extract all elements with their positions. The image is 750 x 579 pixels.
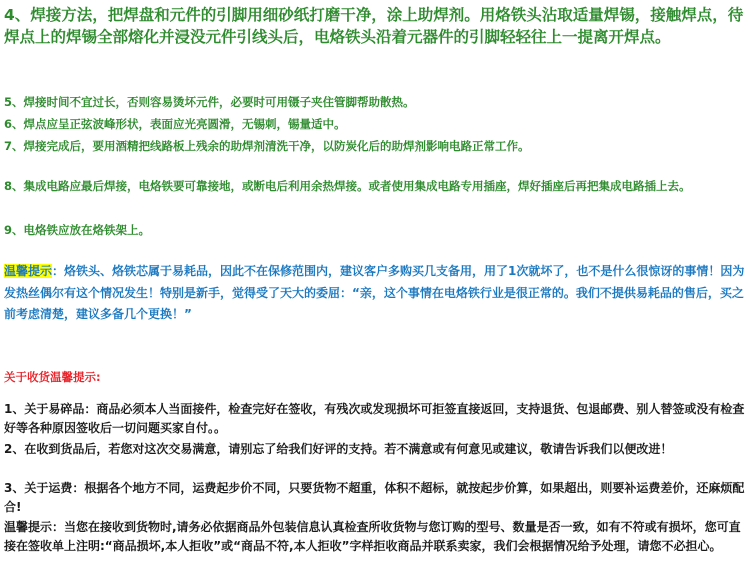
receipt-item-2: 2、在收到货品后，若您对这次交易满意，请别忘了给我们好评的支持。若不满意或有何意见或建议，敬请告诉我们以便改进！ xyxy=(4,442,673,456)
step-7-paragraph: 7、焊接完成后，要用酒精把线路板上残余的助焊剂清洗干净，以防炭化后的助焊剂影响电路正常工作。 xyxy=(4,139,530,153)
receipt-heading: 关于收货温馨提示: xyxy=(4,370,101,384)
receipt-item-1: 1、关于易碎品：商品必须本人当面接件，检查完好在签收，有残次或发现损坏可拒签直接返回，支持退货、包退邮费、别人替签或没有检查好等各种原因签收后一切问题买家自付。。 xyxy=(4,402,745,435)
step-8-paragraph: 8、集成电路应最后焊接，电烙铁要可靠接地，或断电后利用余热焊接。或者使用集成电路专用插座，焊好插座后再把集成电路插上去。 xyxy=(4,179,691,193)
receipt-tip: 温馨提示：当您在接收到货物时,请务必依据商品外包装信息认真检查所收货物与您订购的型号、数量是否一致，如有不符或有损坏，您可直接在签收单上注明:“商品损坏,本人拒收”或“商品不符,本人拒收”字样拒收商品并联系卖家，我们会根据情况给予处理，请您不必担心。 xyxy=(4,520,741,553)
consumables-notice xyxy=(4,261,748,326)
receipt-item-3: 3、关于运费：根据各个地方不同，运费起步价不同，只要货物不超重，体积不超标，就按起步价算，如果超出，则要补运费差价，还麻烦配合! xyxy=(4,481,745,514)
notice-label: 温馨提示 xyxy=(4,264,53,278)
step-5-paragraph: 5、焊接时间不宜过长，否则容易烫坏元件，必要时可用镊子夹住管脚帮助散热。 xyxy=(4,95,415,109)
step-4-paragraph: 4、焊接方法，把焊盘和元件的引脚用细砂纸打磨干净，涂上助焊剂。用烙铁头沾取适量焊锡，接触焊点，待焊点上的焊锡全部熔化并浸没元件引线头后，电烙铁头沿着元器件的引脚轻轻往上一提离开焊点。 xyxy=(4,6,744,46)
step-6-paragraph: 6、焊点应呈正弦波峰形状，表面应光亮圆滑，无锡刺，锡量适中。 xyxy=(4,117,346,131)
step-9-paragraph: 9、电烙铁应放在烙铁架上。 xyxy=(4,223,151,237)
notice-text: ：烙铁头、烙铁芯属于易耗品，因此不在保修范围内，建议客户多购买几支备用，用了1次就坏了，也不是什么很惊讶的事情！因为发热丝偶尔有这个情况发生！特别是新手，觉得受了天大的委屈：“亲，这个事情在电烙铁行业是很正常的。我们不提供易耗品的售后，买之前考虑清楚，建议多备几个更换！” xyxy=(4,264,745,321)
